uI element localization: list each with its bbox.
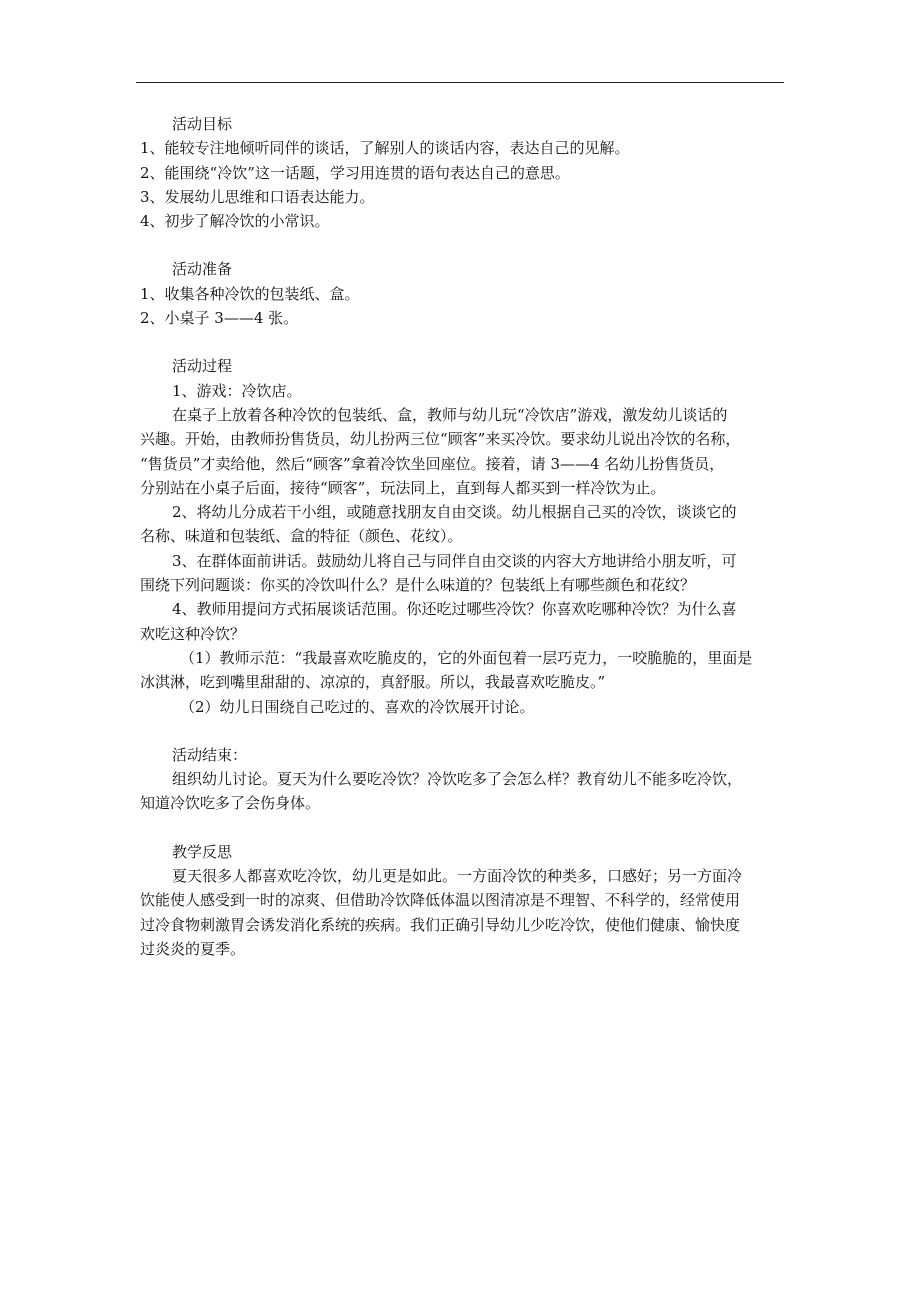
process-text-line: 兴趣。开始，由教师扮售货员，幼儿扮两三位“顾客”来买冷饮。要求幼儿说出冷饮的名称， <box>140 430 741 449</box>
prep-item: 1、收集各种冷饮的包装纸、盒。 <box>140 284 360 303</box>
section-goals <box>140 112 790 233</box>
goal-item: 2、能围绕“冷饮”这一话题，学习用连贯的语句表达自己的意思。 <box>140 163 570 182</box>
process-text-line: 欢吃这种冷饮？ <box>140 624 246 643</box>
reflection-text-line: 夏天很多人都喜欢吃冷饮，幼儿更是如此。一方面冷饮的种类多，口感好；另一方面冷 <box>172 867 743 886</box>
process-text-line: 在桌子上放着各种冷饮的包装纸、盒，教师与幼儿玩“冷饮店”游戏，激发幼儿谈话的 <box>172 405 728 424</box>
process-sub-line: （2）幼儿日围绕自己吃过的、喜欢的冷饮展开讨论。 <box>180 697 535 716</box>
goals-heading: 活动目标 <box>172 115 233 133</box>
reflection-text-line: 过冷食物刺激胃会诱发消化系统的疾病。我们正确引导幼儿少吃冷饮，使他们健康、愉快度 <box>140 915 741 934</box>
process-text-line: 3、在群体面前讲话。鼓励幼儿将自己与同伴自由交谈的内容大方地讲给小朋友听，可 <box>172 551 737 570</box>
document-body <box>140 112 790 985</box>
reflection-text-line: 过炎炎的夏季。 <box>140 939 246 958</box>
reflection-text-line: 饮能使人感受到一时的凉爽、但借助冷饮降低体温以图清凉是不理智、不科学的，经常使用 <box>140 891 741 910</box>
ending-text-line: 组织幼儿讨论。夏天为什么要吃冷饮？冷饮吃多了会怎么样？教育幼儿不能多吃冷饮， <box>172 770 743 789</box>
process-text-line: “售货员”才卖给他，然后“顾客”拿着冷饮坐回座位。接着，请 3——4 名幼儿扮售货员， <box>140 454 725 473</box>
process-text-line: 4、教师用提问方式拓展谈话范围。你还吃过哪些冷饮？你喜欢吃哪种冷饮？为什么喜 <box>172 600 737 619</box>
process-heading: 活动过程 <box>172 357 233 376</box>
ending-heading: 活动结束： <box>172 745 248 764</box>
reflection-heading: 教学反思 <box>172 842 233 861</box>
process-step-title: 1、游戏：冷饮店。 <box>172 381 302 400</box>
process-text-line: 名称、味道和包装纸、盒的特征（颜色、花纹）。 <box>140 527 463 546</box>
goal-item: 3、发展幼儿思维和口语表达能力。 <box>140 187 375 206</box>
section-process <box>140 354 790 718</box>
process-text-line: 2、将幼儿分成若干小组，或随意找朋友自由交谈。幼儿根据自己买的冷饮，谈谈它的 <box>172 503 737 522</box>
ending-text-line: 知道冷饮吃多了会伤身体。 <box>140 794 321 813</box>
goal-item: 1、能较专注地倾听同伴的谈话，了解别人的谈话内容，表达自己的见解。 <box>140 139 630 158</box>
prep-heading: 活动准备 <box>172 260 233 279</box>
header-rule <box>136 82 784 83</box>
section-reflection <box>140 840 790 961</box>
prep-item: 2、小桌子 3——4 张。 <box>140 309 299 328</box>
section-prep <box>140 257 790 330</box>
process-sub-line: （1）教师示范：“我最喜欢吃脆皮的，它的外面包着一层巧克力，一咬脆脆的，里面是 <box>180 648 753 667</box>
section-ending <box>140 743 790 816</box>
process-sub-line: 冰淇淋，吃到嘴里甜甜的、凉凉的，真舒服。所以，我最喜欢吃脆皮。” <box>140 673 606 692</box>
goal-item: 4、初步了解冷饮的小常识。 <box>140 212 330 231</box>
process-text-line: 围绕下列问题谈：你买的冷饮叫什么？是什么味道的？包装纸上有哪些颜色和花纹？ <box>140 576 696 595</box>
process-text-line: 分别站在小桌子后面，接待“顾客”，玩法同上，直到每人都买到一样冷饮为止。 <box>140 478 666 497</box>
